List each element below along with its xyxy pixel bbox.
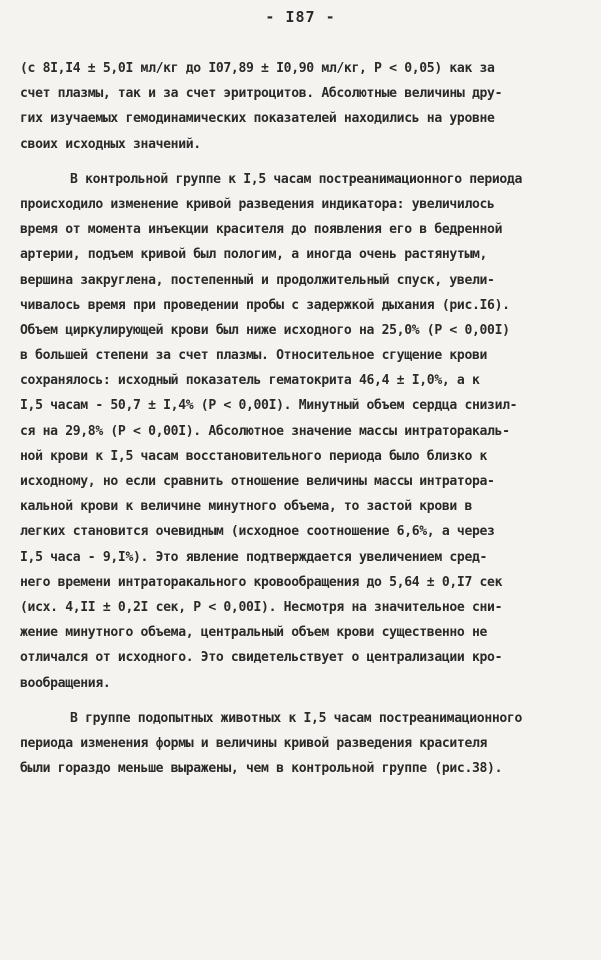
paragraph-2 (20, 167, 568, 696)
text-line: I,5 часам - 50,7 ± I,4% (P < 0,00I). Минутный объем сердца снизил- (20, 398, 518, 414)
text-line: исходному, но если сравнить отношение величины массы интратора- (20, 474, 495, 489)
text-line: вершина закруглена, постепенный и продолжительный спуск, увели- (20, 272, 495, 288)
text-line: I,5 часа - 9,I%). Это явление подтверждается увеличением сред- (20, 549, 488, 565)
text-line: кальной крови к величине минутного объема, то застой крови в (20, 499, 472, 515)
text-line: В контрольной группе к I,5 часам постреанимационного периода (70, 171, 522, 187)
text-line: периода изменения формы и величины кривой разведения красителя (20, 735, 488, 751)
text-line: вообращения. (20, 675, 111, 691)
text-line: гих изучаемых гемодинамических показателей находились на уровне (20, 111, 495, 127)
text-line: легких становится очевидным (исходное соотношение 6,6%, а через (20, 524, 495, 540)
text-line: своих исходных значений. (20, 136, 201, 152)
body-text (20, 56, 568, 781)
text-line: жение минутного объема, центральный объем крови существенно не (20, 625, 488, 641)
paragraph-3 (20, 706, 568, 782)
paragraph-gap (20, 696, 568, 706)
page-number: - I87 - (265, 8, 336, 26)
text-line: него времени интраторакального кровообращения до 5,64 ± 0,I7 сек (20, 574, 503, 590)
text-line: счет плазмы, так и за счет эритроцитов. Абсолютные величины дру- (20, 86, 503, 102)
text-line: время от момента инъекции красителя до появления его в бедренной (20, 222, 503, 238)
text-line: (исх. 4,II ± 0,2I сек, P < 0,00I). Несмотря на значительное сни- (20, 599, 503, 615)
text-line: ся на 29,8% (P < 0,00I). Абсолютное значение массы интраторакаль- (20, 423, 510, 439)
text-line: Объем циркулирующей крови был ниже исходного на 25,0% (P < 0,00I) (20, 322, 510, 338)
text-line: происходило изменение кривой разведения индикатора: увеличилось (20, 196, 495, 212)
text-line: сохранялось: исходный показатель гематокрита 46,4 ± I,0%, а к (20, 373, 480, 389)
text-line: ной крови к I,5 часам восстановительного периода было близко к (20, 448, 488, 464)
text-line: в большей степени за счет плазмы. Относительное сгущение крови (20, 348, 488, 364)
paragraph-1 (20, 56, 568, 157)
text-line: (с 8I,I4 ± 5,0I мл/кг до I07,89 ± I0,90 мл/кг, P < 0,05) как за (20, 61, 495, 76)
text-line: отличался от исходного. Это свидетельствует о централизации кро- (20, 650, 503, 666)
text-line: были гораздо меньше выражены, чем в контрольной группе (рис.38). (20, 761, 503, 777)
text-line: чивалось время при проведении пробы с задержкой дыхания (рис.I6). (20, 297, 510, 313)
text-line: В группе подопытных животных к I,5 часам постреанимационного (70, 710, 522, 726)
paragraph-gap (20, 157, 568, 167)
text-line: артерии, подъем кривой был пологим, а иногда очень растянутым, (20, 247, 488, 263)
